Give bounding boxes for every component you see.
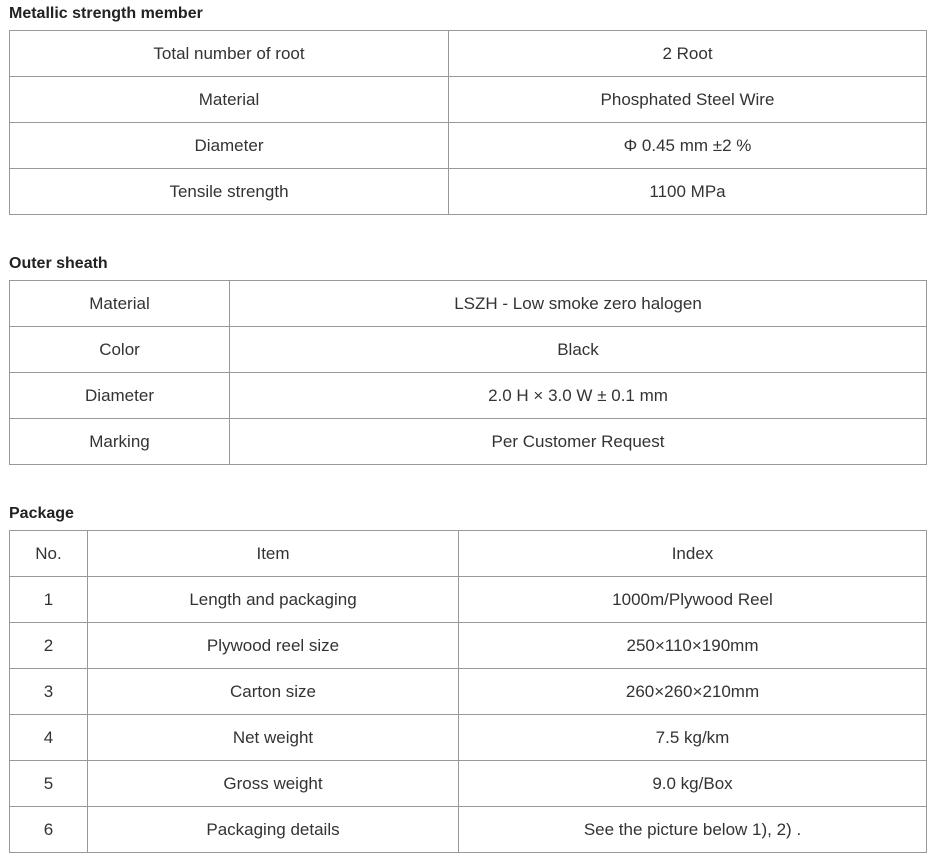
metallic-heading: Metallic strength member: [9, 5, 203, 22]
metallic-table: [9, 30, 927, 215]
no-cell: 1: [10, 577, 88, 623]
value-cell: Per Customer Request: [230, 419, 927, 465]
label-cell: Diameter: [10, 373, 230, 419]
table-row: [10, 327, 927, 373]
package-heading: Package: [9, 505, 74, 522]
table-row: [10, 281, 927, 327]
table-row: [10, 669, 927, 715]
label-cell: Diameter: [10, 123, 449, 169]
header-no: No.: [10, 531, 88, 577]
package-table: [9, 530, 927, 853]
item-cell: Length and packaging: [88, 577, 459, 623]
index-cell: 260×260×210mm: [459, 669, 927, 715]
table-row: [10, 31, 927, 77]
sheath-table: [9, 280, 927, 465]
table-row: [10, 77, 927, 123]
value-cell: Φ 0.45 mm ±2 %: [449, 123, 927, 169]
label-cell: Total number of root: [10, 31, 449, 77]
index-cell: See the picture below 1), 2) .: [459, 807, 927, 853]
item-cell: Gross weight: [88, 761, 459, 807]
table-row: [10, 715, 927, 761]
no-cell: 5: [10, 761, 88, 807]
index-cell: 1000m/Plywood Reel: [459, 577, 927, 623]
label-cell: Material: [10, 77, 449, 123]
label-cell: Color: [10, 327, 230, 373]
table-row: [10, 623, 927, 669]
table-row: [10, 807, 927, 853]
header-index: Index: [459, 531, 927, 577]
item-cell: Net weight: [88, 715, 459, 761]
item-cell: Carton size: [88, 669, 459, 715]
label-cell: Marking: [10, 419, 230, 465]
header-item: Item: [88, 531, 459, 577]
index-cell: 7.5 kg/km: [459, 715, 927, 761]
table-header-row: [10, 531, 927, 577]
table-row: [10, 761, 927, 807]
item-cell: Packaging details: [88, 807, 459, 853]
index-cell: 9.0 kg/Box: [459, 761, 927, 807]
table-row: [10, 577, 927, 623]
index-cell: 250×110×190mm: [459, 623, 927, 669]
table-row: [10, 373, 927, 419]
table-row: [10, 419, 927, 465]
label-cell: Tensile strength: [10, 169, 449, 215]
table-row: [10, 123, 927, 169]
no-cell: 3: [10, 669, 88, 715]
label-cell: Material: [10, 281, 230, 327]
no-cell: 2: [10, 623, 88, 669]
value-cell: 1100 MPa: [449, 169, 927, 215]
no-cell: 6: [10, 807, 88, 853]
sheath-heading: Outer sheath: [9, 255, 108, 272]
value-cell: LSZH - Low smoke zero halogen: [230, 281, 927, 327]
value-cell: 2.0 H × 3.0 W ± 0.1 mm: [230, 373, 927, 419]
item-cell: Plywood reel size: [88, 623, 459, 669]
value-cell: 2 Root: [449, 31, 927, 77]
table-row: [10, 169, 927, 215]
no-cell: 4: [10, 715, 88, 761]
value-cell: Phosphated Steel Wire: [449, 77, 927, 123]
value-cell: Black: [230, 327, 927, 373]
